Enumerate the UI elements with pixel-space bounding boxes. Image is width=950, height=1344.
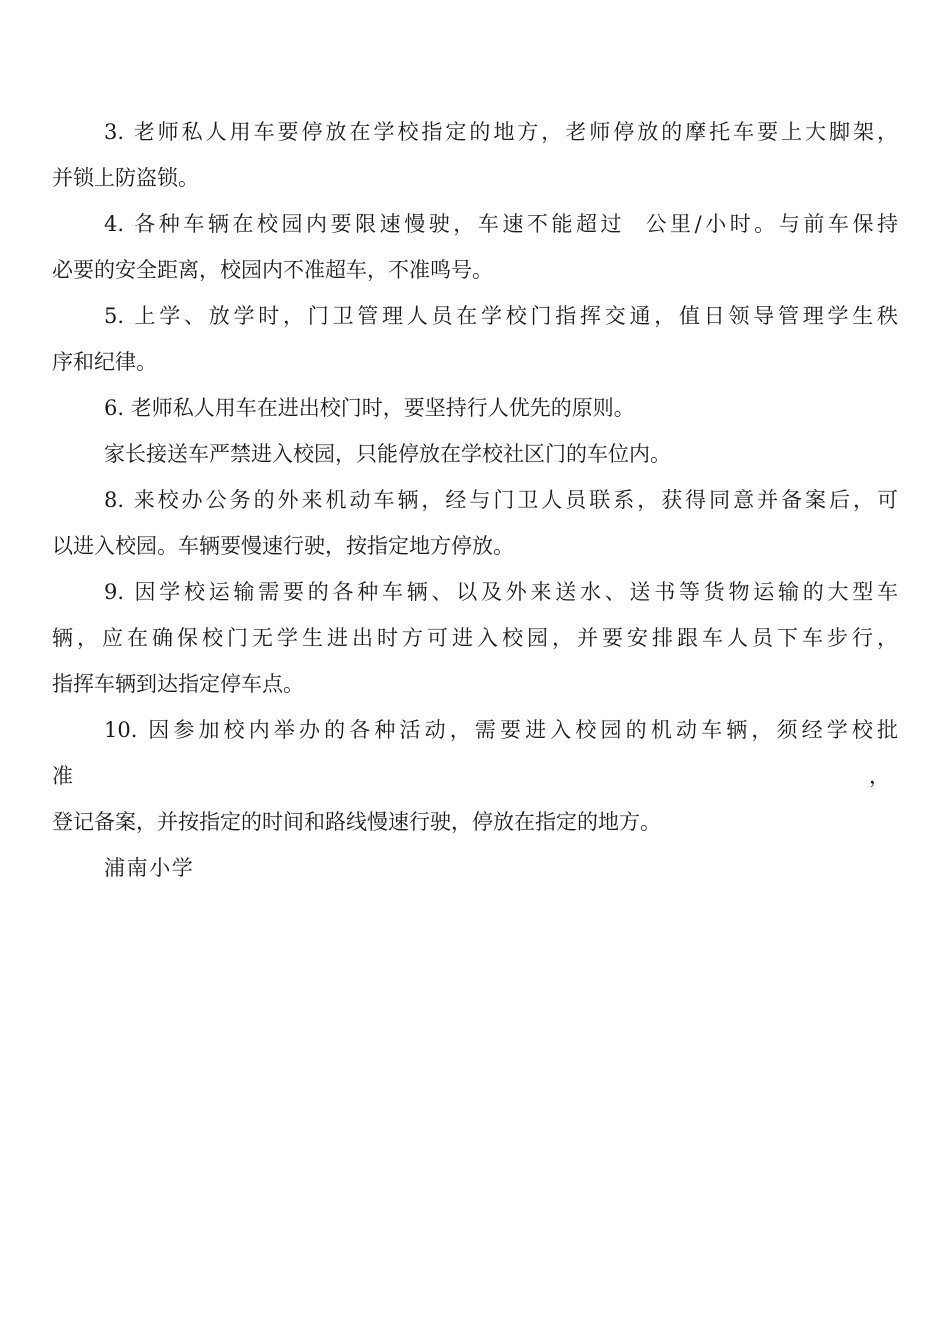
text-line: 登记备案，并按指定的时间和路线慢速行驶，停放在指定的地方。 bbox=[52, 810, 661, 834]
paragraph-5 bbox=[52, 293, 898, 385]
paragraph-7 bbox=[52, 431, 898, 477]
paragraph-4 bbox=[52, 201, 898, 293]
text-line: 辆，应在确保校门无学生进出时方可进入校园，并要安排跟车人员下车步行， bbox=[52, 626, 898, 650]
text-line: 4. 各种车辆在校园内要限速慢驶，车速不能超过 公里/小时。与前车保持 bbox=[104, 212, 898, 236]
text-line: 9. 因学校运输需要的各种车辆、以及外来送水、送书等货物运输的大型车 bbox=[104, 580, 898, 604]
text-line: 6. 老师私人用车在进出校门时，要坚持行人优先的原则。 bbox=[104, 396, 635, 420]
text-fragment: 准 bbox=[52, 764, 73, 788]
text-line: 序和纪律。 bbox=[52, 350, 157, 374]
text-line: 并锁上防盗锁。 bbox=[52, 166, 199, 190]
paragraph-10 bbox=[52, 707, 898, 845]
text-line: 以进入校园。车辆要慢速行驶，按指定地方停放。 bbox=[52, 534, 514, 558]
paragraph-3 bbox=[52, 109, 898, 201]
paragraph-9 bbox=[52, 569, 898, 707]
text-line: 10. 因参加校内举办的各种活动，需要进入校园的机动车辆，须经学校批 bbox=[104, 718, 898, 742]
text-line: 3. 老师私人用车要停放在学校指定的地方，老师停放的摩托车要上大脚架， bbox=[104, 120, 898, 144]
text-line: 5. 上学、放学时，门卫管理人员在学校门指挥交通，值日领导管理学生秩 bbox=[104, 304, 898, 328]
text-line: 8. 来校办公务的外来机动车辆，经与门卫人员联系，获得同意并备案后，可 bbox=[104, 488, 898, 512]
paragraph-6 bbox=[52, 385, 898, 431]
document-body bbox=[52, 109, 898, 891]
text-fragment: ， bbox=[869, 764, 890, 788]
text-line: 必要的安全距离，校园内不准超车，不准鸣号。 bbox=[52, 258, 493, 282]
paragraph-8 bbox=[52, 477, 898, 569]
text-line-gapped bbox=[52, 753, 898, 799]
text-line: 指挥车辆到达指定停车点。 bbox=[52, 672, 304, 696]
text-line: 家长接送车严禁进入校园，只能停放在学校社区门的车位内。 bbox=[104, 442, 671, 466]
signature: 浦南小学 bbox=[104, 856, 195, 880]
